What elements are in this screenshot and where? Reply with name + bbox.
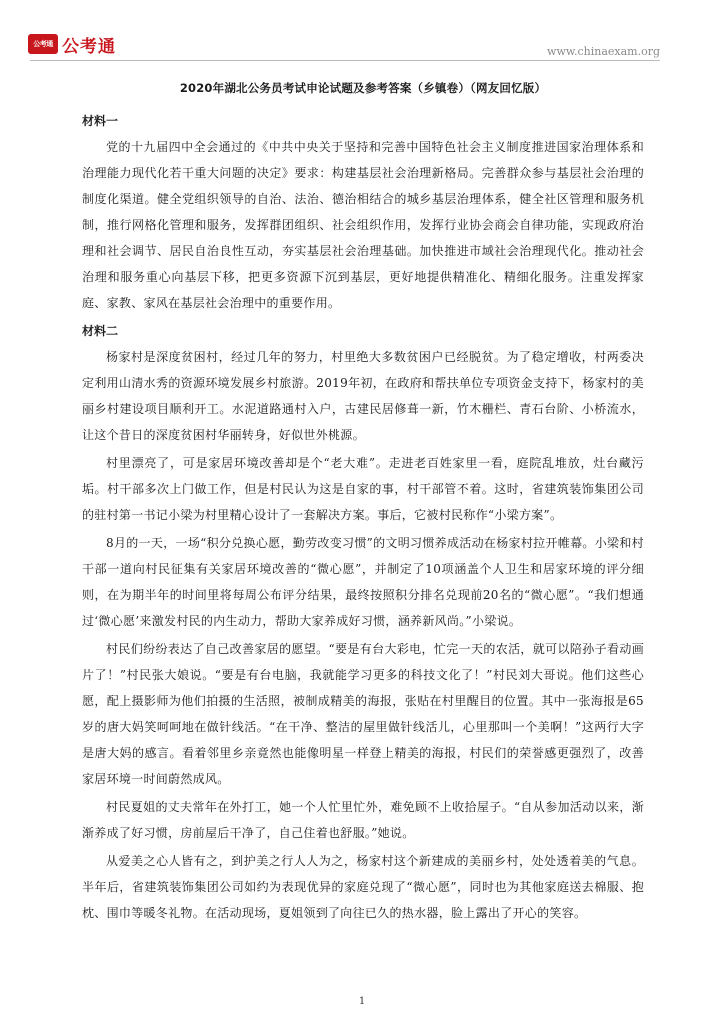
section-heading-material-2: 材料二 <box>82 324 119 338</box>
logo-mark-icon: 公考通 <box>28 34 58 54</box>
paragraph: 村民夏姐的丈夫常年在外打工，她一个人忙里忙外，难免顾不上收拾屋子。“自从参加活动以来，渐渐养成了好习惯，房前屋后干净了，自己住着也舒服。”她说。 <box>82 800 644 840</box>
header-divider <box>30 60 660 61</box>
document-body <box>82 74 644 928</box>
paragraph: 从爱美之心人皆有之，到护美之行人人为之，杨家村这个新建成的美丽乡村，处处透着美的气息。半年后，省建筑装饰集团公司如约为表现优异的家庭兑现了“微心愿”，同时也为其他家庭送去棉服、抱枕、围巾等暖冬礼物。在活动现场，夏姐领到了向往已久的热水器，脸上露出了开心的笑容。 <box>82 854 644 920</box>
document-title: 2020年湖北公务员考试申论试题及参考答案（乡镇卷）（网友回忆版） <box>179 81 547 95</box>
site-url[interactable]: www.chinaexam.org <box>547 45 660 58</box>
page-number: 1 <box>358 996 366 1007</box>
paragraph: 杨家村是深度贫困村，经过几年的努力，村里绝大多数贫困户已经脱贫。为了稳定增收，村两委决定利用山清水秀的资源环境发展乡村旅游。2019年初，在政府和帮扶单位专项资金支持下，杨家村的美丽乡村建设项目顺利开工。水泥道路通村入户，古建民居修葺一新，竹木栅栏、青石台阶、小桥流水，让这个昔日的深度贫困村华丽转身，好似世外桃源。 <box>82 350 644 442</box>
paragraph: 村里漂亮了，可是家居环境改善却是个“老大难”。走进老百姓家里一看，庭院乱堆放，灶台藏污垢。村干部多次上门做工作，但是村民认为这是自家的事，村干部管不着。这时，省建筑装饰集团公司的驻村第一书记小梁为村里精心设计了一套解决方案。事后，它被村民称作“小梁方案”。 <box>82 456 644 522</box>
paragraph: 村民们纷纷表达了自己改善家居的愿望。“要是有台大彩电，忙完一天的农活，就可以陪孙子看动画片了！”村民张大娘说。“要是有台电脑，我就能学习更多的科技文化了！”村民刘大哥说。他们这些心愿，配上摄影师为他们拍摄的生活照，被制成精美的海报，张贴在村里醒目的位置。其中一张海报是65岁的唐大妈笑呵呵地在做针线活。“在干净、整洁的屋里做针线活儿，心里那叫一个美啊！”这两行大字是唐大妈的感言。看着邻里乡亲竟然也能像明星一样登上精美的海报，村民们的荣誉感更强烈了，改善家居环境一时间蔚然成风。 <box>82 642 644 786</box>
section-heading-material-1: 材料一 <box>82 114 119 128</box>
logo[interactable] <box>28 33 116 55</box>
logo-text: 公考通 <box>62 36 116 57</box>
paragraph: 党的十九届四中全会通过的《中共中央关于坚持和完善中国特色社会主义制度推进国家治理体系和治理能力现代化若干重大问题的决定》要求：构建基层社会治理新格局。完善群众参与基层社会治理的制度化渠道。健全党组织领导的自治、法治、德治相结合的城乡基层治理体系，健全社区管理和服务机制，推行网格化管理和服务，发挥群团组织、社会组织作用，发挥行业协会商会自律功能，实现政府治理和社会调节、居民自治良性互动，夯实基层社会治理基础。加快推进市域社会治理现代化。推动社会治理和服务重心向基层下移，把更多资源下沉到基层，更好地提供精准化、精细化服务。注重发挥家庭、家教、家风在基层社会治理中的重要作用。 <box>82 140 644 310</box>
page-header <box>0 0 724 64</box>
paragraph: 8月的一天，一场“积分兑换心愿，勤劳改变习惯”的文明习惯养成活动在杨家村拉开帷幕。小梁和村干部一道向村民征集有关家居环境改善的“微心愿”，并制定了10项涵盖个人卫生和居家环境的评分细则，在为期半年的时间里将每周公布评分结果，最终按照积分排名兑现前20名的“微心愿”。“我们想通过‘微心愿’来激发村民的内生动力，帮助大家养成好习惯，涵养新风尚。”小梁说。 <box>82 536 644 628</box>
